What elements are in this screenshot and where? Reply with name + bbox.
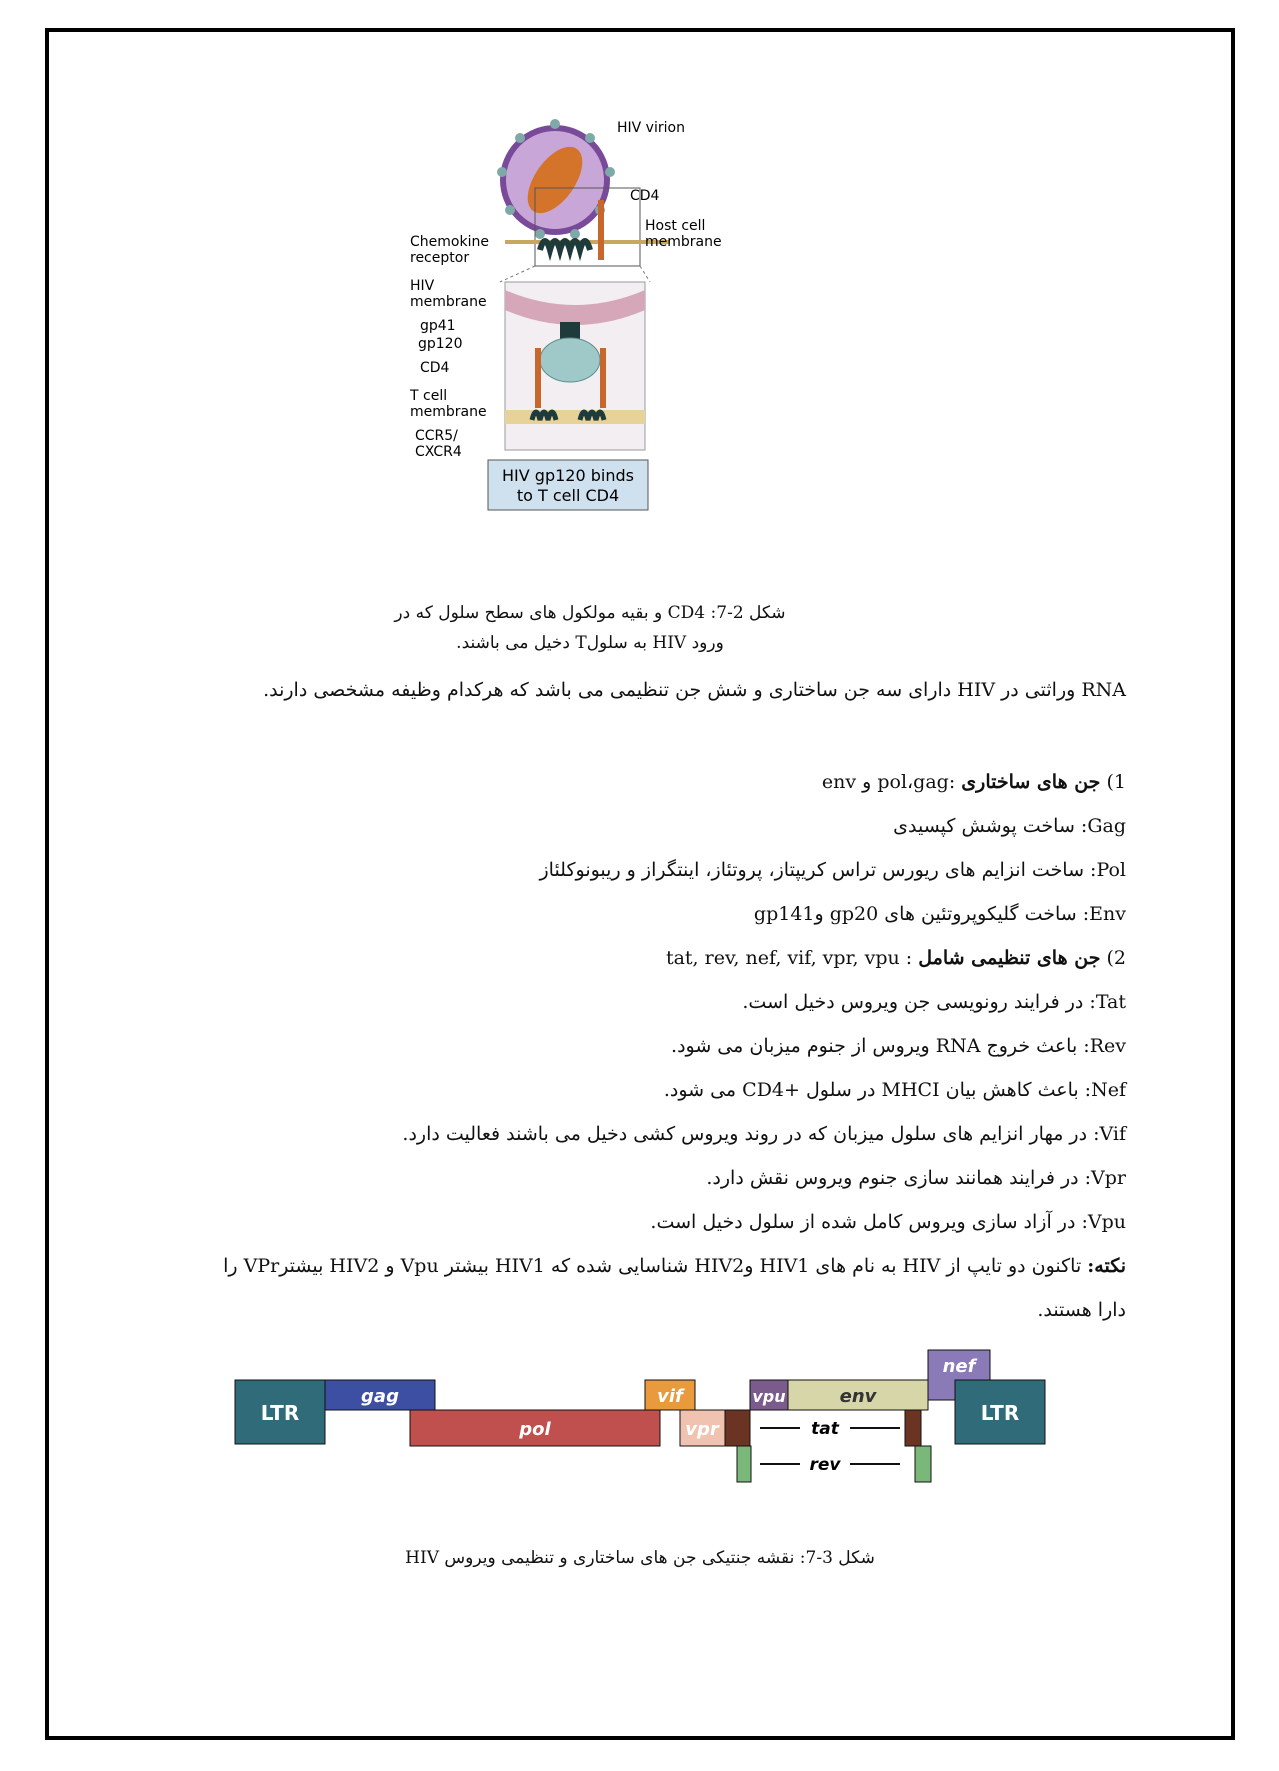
label-chemokine: Chemokine — [410, 234, 489, 250]
hiv-binding-figure — [410, 110, 860, 580]
box-line-1: HIV gp120 binds — [502, 466, 634, 485]
label-nef: nef — [942, 1356, 976, 1377]
gp120-shape — [540, 338, 600, 382]
figure1-caption — [380, 598, 800, 658]
label-host-membrane: membrane — [645, 234, 722, 250]
label-cd4-top: CD4 — [630, 188, 660, 204]
figure1-caption-line2: ورود HIV به سلولT دخیل می باشند. — [456, 633, 724, 653]
label-ltr-left: LTR — [260, 1401, 300, 1425]
label-vpr: vpr — [685, 1419, 719, 1440]
gene-item-nef: Nef: باعث کاهش بیان MHCI در سلول +CD4 می شود. — [663, 1079, 1126, 1101]
label-t-cell-membrane: membrane — [410, 404, 487, 420]
regulatory-heading: 2) جن های تنظیمی شامل : tat, rev, nef, vif, vpr, vpu — [665, 947, 1126, 969]
label-receptor: receptor — [410, 250, 470, 266]
structural-heading-text: جن های ساختاری — [961, 771, 1101, 793]
intro-paragraph: RNA وراثتی در HIV دارای سه جن ساختاری و شش جن تنظیمی می باشد که هرکدام وظیفه مشخصی دارند. — [263, 679, 1126, 701]
label-pol: pol — [519, 1419, 551, 1440]
gene-item-env: Env: ساخت گلیکوپروتئین های gp20 وgp141 — [753, 903, 1126, 925]
gene-item-gag: Gag: ساخت پوشش کپسیدی — [893, 815, 1126, 837]
gene-item-vpr: Vpr: در فرایند همانند سازی جنوم ویروس نقش دارد. — [706, 1167, 1126, 1189]
tcell-membrane-shape — [505, 410, 645, 424]
gene-item-vpu: Vpu: در آزاد سازی ویروس کامل شده از سلول دخیل است. — [650, 1211, 1126, 1233]
label-vpu: vpu — [752, 1387, 786, 1406]
label-cd4: CD4 — [420, 360, 450, 376]
label-t-cell: T cell — [410, 388, 448, 404]
figure2-caption: شکل 3-7: نقشه جنتیکی جن های ساختاری و تنظیمی ویروس HIV — [405, 1548, 875, 1568]
label-gp41: gp41 — [420, 318, 456, 334]
gene-item-vif: Vif: در مهار انزایم های سلول میزبان که در روند ویروس کشی دخیل می باشند فعالیت دارد. — [402, 1123, 1126, 1145]
label-rev: rev — [809, 1455, 841, 1475]
label-ccr5: CCR5/ — [415, 428, 458, 444]
gene-item-tat: Tat: در فرایند رونویسی جن ویروس دخیل است. — [742, 991, 1126, 1013]
label-tat: tat — [811, 1419, 839, 1439]
note-line-1: نکته: تاکنون دو تایپ از HIV به نام های HIV1 وHIV2 شناسایی شده که HIV1 بیشتر Vpu و HIV2 بیشترVPr را — [223, 1255, 1126, 1277]
gene-item-rev: Rev: باعث خروج RNA ویروس از جنوم میزبان می شود. — [671, 1035, 1126, 1057]
gene-rev-exon2 — [915, 1446, 931, 1482]
regulatory-heading-text: جن های تنظیمی شامل — [918, 947, 1101, 969]
label-hiv-membrane: membrane — [410, 294, 487, 310]
label-virion: HIV virion — [617, 120, 685, 136]
label-ltr-right: LTR — [980, 1401, 1020, 1425]
figure1-caption-line1: شکل 2-7: CD4 و بقیه مولکول های سطح سلول که در — [394, 603, 786, 623]
regulatory-gene-list: : tat, rev, nef, vif, vpr, vpu — [665, 947, 913, 969]
structural-gene-list: :pol،gag و env — [821, 771, 956, 793]
label-env: env — [839, 1386, 877, 1407]
label-gp120: gp120 — [418, 336, 463, 352]
gp41-shape — [560, 322, 580, 340]
label-host-cell: Host cell — [645, 218, 706, 234]
gene-item-pol: Pol: ساخت انزایم های ریورس تراس کریپتاز، پروتئاز، اینتگراز و ریبونوکلئاز — [539, 859, 1126, 881]
hiv-genome-map — [200, 1340, 1080, 1500]
gene-rev-exon1 — [737, 1446, 751, 1482]
note-line-2: دارا هستند. — [1037, 1299, 1126, 1321]
note-label: نکته: — [1087, 1255, 1126, 1277]
gene-tat-exon1 — [725, 1410, 750, 1446]
box-line-2: to T cell CD4 — [516, 486, 620, 505]
gene-tat-exon2 — [905, 1410, 921, 1446]
structural-heading: 1) جن های ساختاری :pol،gag و env — [821, 771, 1126, 793]
label-cxcr4: CXCR4 — [415, 444, 462, 460]
structural-genes-section — [223, 760, 1126, 1332]
label-hiv: HIV — [410, 278, 435, 294]
label-gag: gag — [361, 1386, 399, 1407]
label-vif: vif — [657, 1386, 683, 1407]
